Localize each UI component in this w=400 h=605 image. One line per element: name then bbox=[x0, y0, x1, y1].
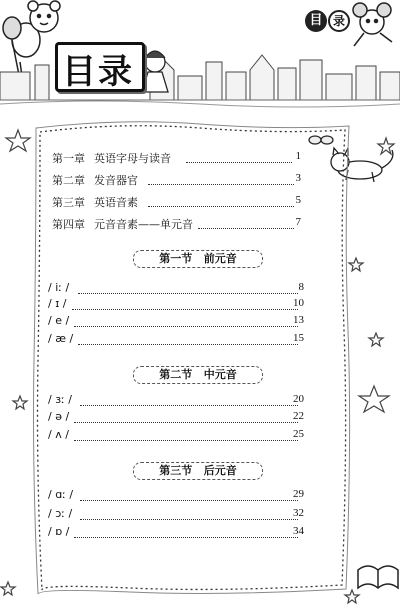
bear-icon bbox=[28, 1, 60, 32]
phoneme-entry[interactable]: / iː / bbox=[48, 281, 70, 294]
chapter-number: 第二章 bbox=[52, 174, 85, 187]
corner-tag-1: 目 bbox=[305, 10, 327, 32]
butterfly-icon bbox=[309, 136, 333, 144]
phoneme-entry[interactable]: / e / bbox=[48, 314, 70, 327]
section-heading bbox=[133, 462, 263, 480]
phoneme-entry[interactable]: / ɔː / bbox=[48, 507, 73, 520]
leader-dots bbox=[74, 536, 298, 538]
section-heading bbox=[133, 366, 263, 384]
mouse-icon bbox=[353, 3, 392, 46]
section-number: 第三节 bbox=[159, 464, 193, 477]
page-number: 25 bbox=[293, 428, 304, 440]
chapter-title: 元音音素——单元音 bbox=[94, 218, 193, 231]
phoneme-entry[interactable]: / ə / bbox=[48, 410, 70, 423]
page-title: 目录 bbox=[62, 52, 134, 92]
page-number: 10 bbox=[293, 297, 304, 309]
chapter-number: 第一章 bbox=[52, 152, 85, 165]
chapter-title: 英语字母与读音 bbox=[94, 152, 171, 165]
page-number: 15 bbox=[293, 332, 304, 344]
section-title: 前元音 bbox=[203, 252, 237, 265]
page-number: 3 bbox=[295, 172, 301, 184]
corner-tag-2: 录 bbox=[328, 10, 350, 32]
page-number: 7 bbox=[295, 216, 301, 228]
phoneme-entry[interactable]: / ɪ / bbox=[48, 297, 67, 310]
leader-dots bbox=[74, 325, 298, 327]
cat-icon bbox=[331, 148, 393, 182]
page-number: 5 bbox=[295, 194, 301, 206]
leader-dots bbox=[74, 439, 298, 441]
page-number: 1 bbox=[295, 150, 301, 162]
page-number: 20 bbox=[293, 393, 304, 405]
section-title: 中元音 bbox=[203, 368, 237, 381]
leader-dots bbox=[80, 499, 298, 501]
chapter-number: 第四章 bbox=[52, 218, 85, 231]
book-icon bbox=[358, 566, 398, 588]
page-number: 8 bbox=[298, 281, 304, 293]
leader-dots bbox=[148, 183, 294, 185]
leader-dots bbox=[80, 518, 298, 520]
phoneme-entry[interactable]: / ɒ / bbox=[48, 525, 70, 538]
section-number: 第一节 bbox=[159, 252, 193, 265]
section-heading bbox=[133, 250, 263, 268]
chapter-number: 第三章 bbox=[52, 196, 85, 209]
section-number: 第二节 bbox=[159, 368, 193, 381]
page-number: 34 bbox=[293, 525, 304, 537]
leader-dots bbox=[72, 308, 298, 310]
phoneme-entry[interactable]: / æ / bbox=[48, 332, 74, 345]
leader-dots bbox=[74, 421, 298, 423]
leader-dots bbox=[80, 404, 298, 406]
phoneme-entry[interactable]: / ɑː / bbox=[48, 488, 74, 501]
phoneme-entry[interactable]: / ɜː / bbox=[48, 393, 72, 406]
leader-dots bbox=[148, 205, 294, 207]
page-number: 13 bbox=[293, 314, 304, 326]
leader-dots bbox=[78, 292, 298, 294]
chapter-title: 英语音素 bbox=[94, 196, 138, 209]
phoneme-entry[interactable]: / ʌ / bbox=[48, 428, 69, 441]
page-number: 29 bbox=[293, 488, 304, 500]
section-title: 后元音 bbox=[203, 464, 237, 477]
page-number: 22 bbox=[293, 410, 304, 422]
chapter-title: 发音器官 bbox=[94, 174, 138, 187]
leader-dots bbox=[78, 343, 298, 345]
page-number: 32 bbox=[293, 507, 304, 519]
